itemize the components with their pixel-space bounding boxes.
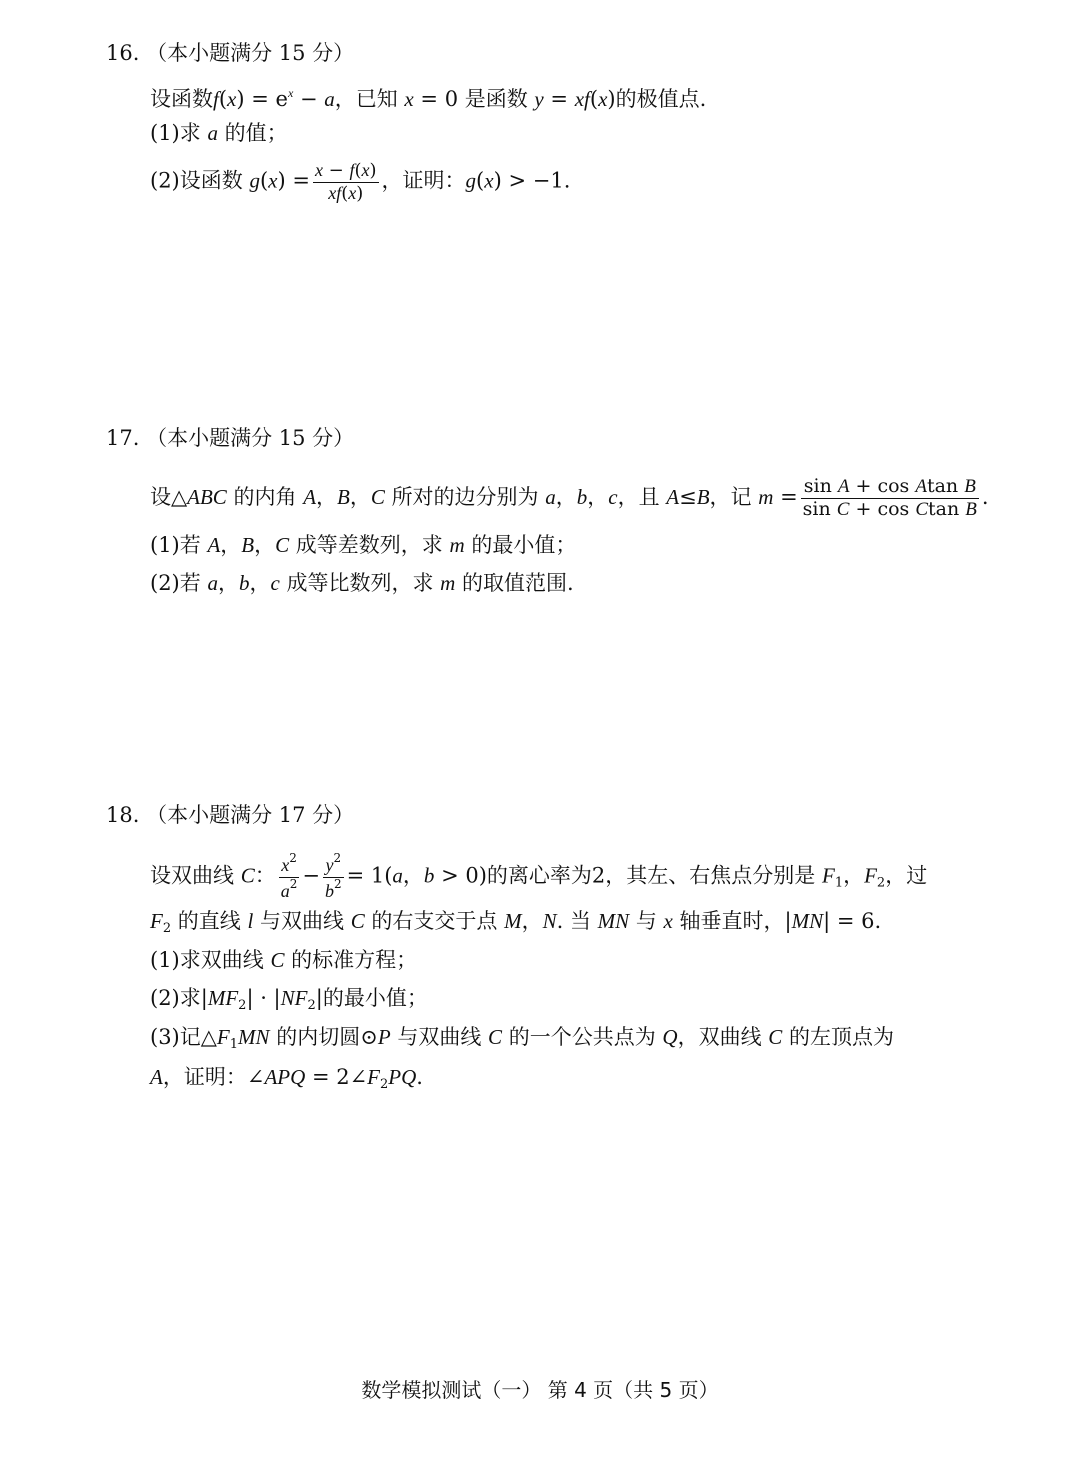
problem-stem: 设双曲线 C： $\frac{x^2}{a^2}$ − $\frac{y^2}{b^2}$ = 1(a，b > 0)的离心率为2，其左、右焦点分别是 $F_1$，$F_2$，过 [150, 851, 928, 901]
fraction: $\frac{x^2}{a^2}$ [280, 851, 298, 901]
problem-number: 16. （本小题满分 15 分） [106, 41, 355, 65]
problem-stem-line2: $F_2$ 的直线 l 与双曲线 C 的右支交于点 M，N. 当 MN 与 x 轴垂直时，|MN| = 6. [150, 909, 882, 936]
part-1: (1)若 A，B，C 成等差数列，求 m 的最小值； [150, 533, 577, 557]
problem-header: （本小题满分 15 分） [146, 426, 355, 450]
part-2: (2)求$|MF_2| \cdot |NF_2|$的最小值； [150, 986, 428, 1013]
fraction: $\frac{\text{sin A + cos Atan B}}{\text{sin C + cos Ctan B}}$ [802, 475, 977, 520]
part-3-line2: A，证明：∠APQ = $2\angle F_2PQ$. [150, 1065, 423, 1092]
part-1: (1)求双曲线 C 的标准方程； [150, 948, 418, 972]
part-1: (1)求 a 的值； [150, 121, 288, 145]
part-3: (3)记$\triangle F_1MN$ 的内切圆⊙P 与双曲线 C 的一个公共点为 Q，双曲线 C 的左顶点为 [150, 1025, 894, 1052]
page-footer: 数学模拟测试（一） 第 4 页（共 5 页） [361, 1378, 719, 1402]
problem-number: 17. （本小题满分 15 分） [106, 426, 355, 450]
part-2: (2)若 a，b，c 成等比数列，求 m 的取值范围. [150, 571, 574, 595]
problem-header: （本小题满分 17 分） [146, 803, 355, 827]
fraction: $\frac{x - f(x)}{xf(x)}$ [314, 160, 377, 204]
part-2: (2)设函数 g(x) = $\frac{x - f(x)}{xf(x)}$ ，证明：g(x) > −1. [150, 160, 571, 204]
fraction: $\frac{y^2}{b^2}$ [324, 851, 342, 901]
problem-stem: 设△ABC 的内角 A，B，C 所对的边分别为 a，b，c，且 A≤B，记 m = $\frac{\text{sin A + cos Atan B}}{\text{sin C + cos Ctan B}}$ . [150, 475, 989, 520]
problem-header: （本小题满分 15 分） [146, 41, 355, 65]
problem-number: 18. （本小题满分 17 分） [106, 803, 355, 827]
problem-stem: 设函数$f(x) = e^x - a$，已知 x = 0 是函数 y = xf(x)的极值点. [150, 86, 707, 111]
